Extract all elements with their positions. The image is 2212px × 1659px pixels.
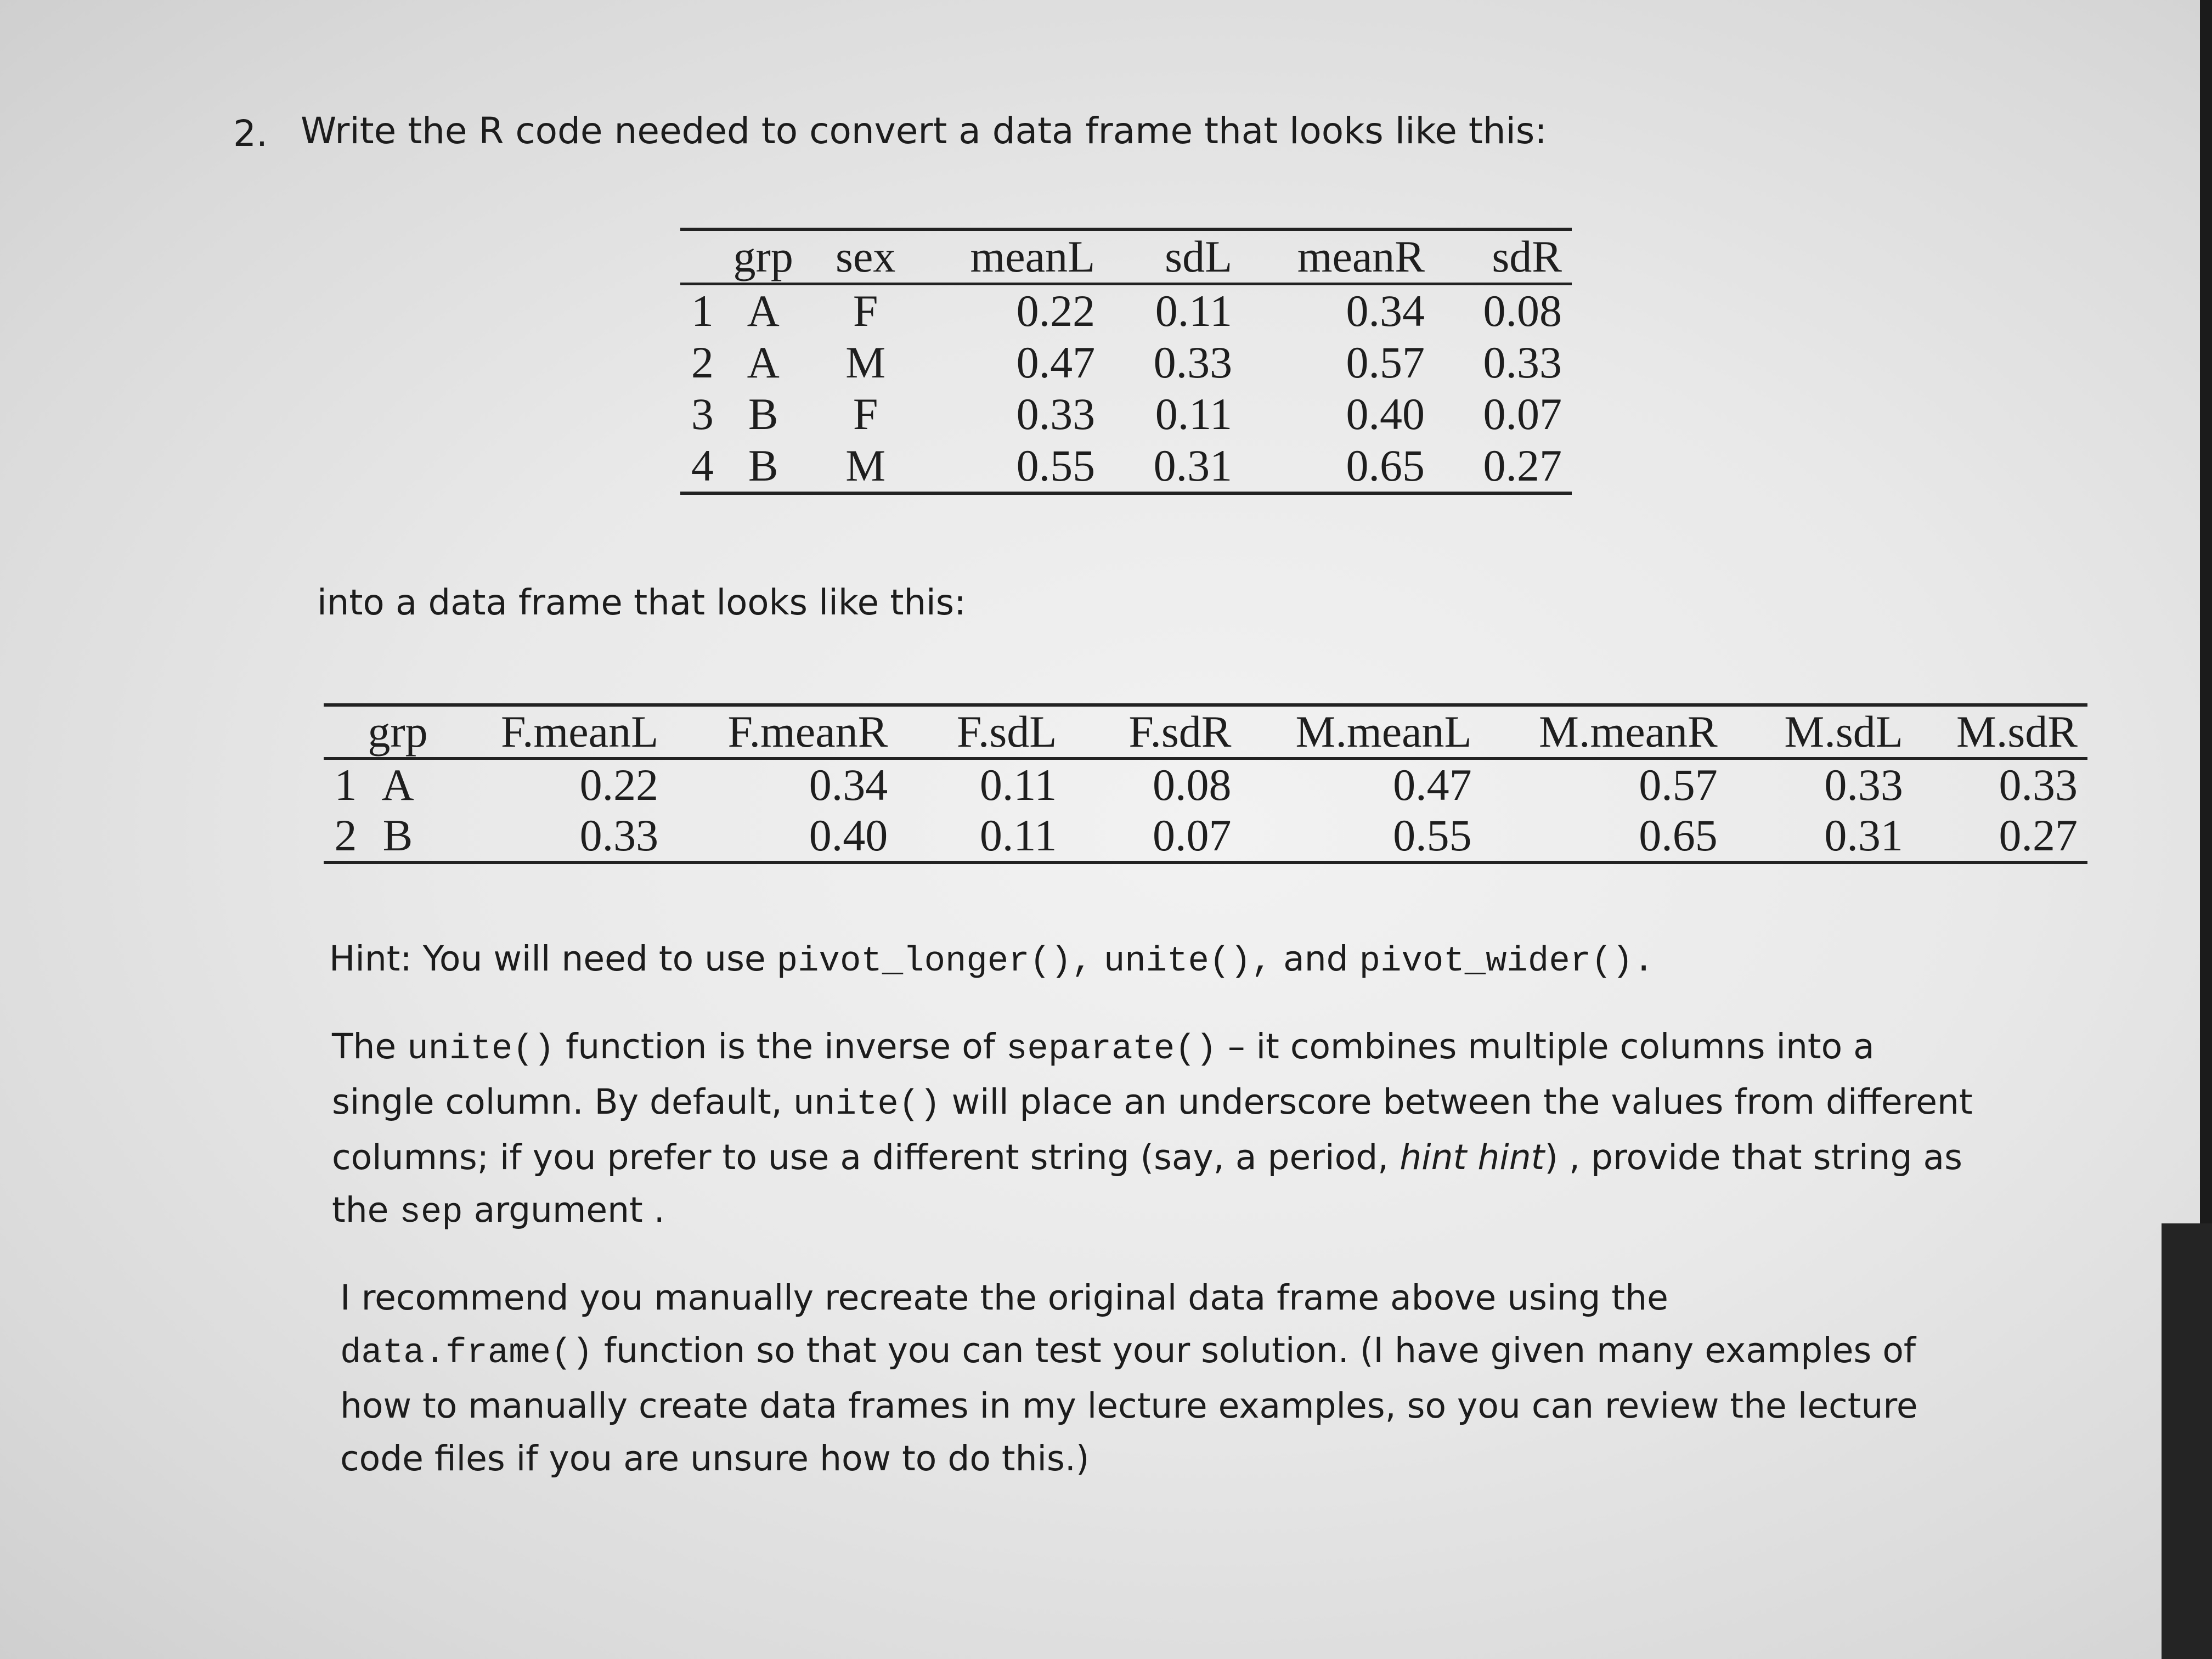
table-header-row bbox=[680, 229, 1572, 284]
table-header-row bbox=[324, 705, 2087, 759]
column-header: M.sdL bbox=[1784, 707, 1903, 757]
column-header: sex bbox=[836, 232, 896, 281]
table-row bbox=[324, 759, 2087, 811]
column-header bbox=[680, 229, 725, 284]
table-cell: 2 bbox=[691, 337, 714, 387]
original-data-frame-table bbox=[680, 228, 1572, 495]
table-row bbox=[680, 388, 1572, 440]
table-cell: 0.47 bbox=[1393, 760, 1472, 810]
table-cell: B bbox=[748, 441, 778, 490]
body-text: ) , provide that string as the bbox=[332, 1137, 1962, 1230]
table-row bbox=[680, 284, 1572, 337]
table-cell: 0.40 bbox=[1346, 389, 1425, 439]
table-cell: 0.31 bbox=[1153, 441, 1233, 490]
table-cell: 0.22 bbox=[1016, 286, 1096, 336]
table-cell: M bbox=[845, 441, 886, 490]
table-cell: 0.08 bbox=[1152, 760, 1232, 810]
column-header: sdL bbox=[1165, 232, 1233, 281]
table-cell: 0.33 bbox=[1824, 760, 1903, 810]
body-text: The bbox=[332, 1026, 408, 1066]
body-text: function so that you can test your solution. (I have given many examples of how to manually create data frames in my lecture examples, so you can review the lecture code files if you are unsure how to do this.) bbox=[340, 1330, 1918, 1479]
column-header: F.meanL bbox=[500, 707, 659, 757]
code-unite: unite() bbox=[793, 1085, 941, 1125]
table-cell: 0.22 bbox=[579, 760, 659, 810]
table-cell: B bbox=[748, 389, 778, 439]
table-row bbox=[680, 337, 1572, 388]
body-text: function is the inverse of bbox=[555, 1026, 1006, 1066]
table-cell: 4 bbox=[691, 441, 714, 490]
table-cell: 0.33 bbox=[1483, 337, 1562, 387]
body-text: – it combines multiple columns into a single column. By default, bbox=[332, 1026, 1875, 1122]
table-cell: A bbox=[747, 337, 780, 387]
code-unite: unite(), bbox=[1103, 942, 1273, 981]
hint-text: Hint: You will need to use bbox=[329, 939, 777, 979]
code-unite: unite() bbox=[407, 1030, 555, 1069]
column-header: M.sdR bbox=[1956, 707, 2078, 757]
table-cell: A bbox=[747, 286, 780, 336]
column-header: F.sdL bbox=[956, 707, 1057, 757]
column-header: sdR bbox=[1492, 232, 1562, 281]
table-cell: 0.31 bbox=[1824, 810, 1903, 860]
table-cell: 2 bbox=[334, 810, 357, 860]
table-cell: 0.65 bbox=[1346, 441, 1425, 490]
table-cell: 0.47 bbox=[1016, 337, 1096, 387]
target-data-frame-table bbox=[324, 703, 2087, 864]
table-cell: 0.33 bbox=[1016, 389, 1096, 439]
table-cell: 0.34 bbox=[809, 760, 888, 810]
column-header: F.sdR bbox=[1128, 707, 1232, 757]
table-cell: M bbox=[845, 337, 886, 387]
recommendation-paragraph bbox=[340, 1272, 1931, 1485]
table-cell: A bbox=[381, 760, 414, 810]
table-cell: 0.57 bbox=[1639, 760, 1718, 810]
table-cell: 0.11 bbox=[979, 760, 1057, 810]
body-text: I recommend you manually recreate the original data frame above using the bbox=[340, 1278, 1668, 1318]
table-cell: 0.55 bbox=[1393, 810, 1472, 860]
hint-text: and bbox=[1272, 939, 1359, 979]
table-cell: 1 bbox=[691, 286, 714, 336]
table-cell: 0.33 bbox=[1999, 760, 2078, 810]
table-row bbox=[324, 810, 2087, 862]
emphasis-text: hint hint bbox=[1400, 1137, 1545, 1177]
body-text: argument . bbox=[462, 1190, 665, 1230]
table-cell: 0.40 bbox=[809, 810, 888, 860]
unite-explanation-paragraph bbox=[332, 1020, 1978, 1239]
table-cell: B bbox=[382, 810, 413, 860]
table-cell: F bbox=[853, 286, 878, 336]
into-text: into a data frame that looks like this: bbox=[317, 583, 966, 623]
body-text: will place an underscore between the values from different columns; if you prefer to use a different string (say, a period, bbox=[332, 1082, 1973, 1177]
column-header: M.meanR bbox=[1539, 707, 1718, 757]
hint-paragraph bbox=[329, 933, 1654, 988]
table-cell: 0.65 bbox=[1639, 810, 1718, 860]
table-cell: 0.34 bbox=[1346, 286, 1425, 336]
table-row bbox=[680, 440, 1572, 493]
question-number: 2. bbox=[233, 112, 268, 155]
column-header: meanL bbox=[970, 232, 1096, 281]
table-cell: 0.57 bbox=[1346, 337, 1425, 387]
table-cell: 0.11 bbox=[1155, 286, 1233, 336]
table-cell: 0.33 bbox=[579, 810, 659, 860]
table-cell: 0.08 bbox=[1483, 286, 1562, 336]
table-cell: F bbox=[853, 389, 878, 439]
table-cell: 1 bbox=[334, 760, 357, 810]
code-pivot-wider: pivot_wider(). bbox=[1359, 942, 1655, 981]
column-header: meanR bbox=[1297, 232, 1425, 281]
code-sep: sep bbox=[399, 1193, 463, 1233]
table-cell: 0.33 bbox=[1153, 337, 1233, 387]
table-cell: 3 bbox=[691, 389, 714, 439]
table-cell: 0.55 bbox=[1016, 441, 1096, 490]
column-header: grp bbox=[368, 707, 428, 757]
column-header: F.meanR bbox=[727, 707, 888, 757]
column-header: grp bbox=[733, 232, 793, 281]
table-cell: 0.11 bbox=[979, 810, 1057, 860]
table-cell: 0.07 bbox=[1483, 389, 1562, 439]
table-cell: 0.27 bbox=[1483, 441, 1562, 490]
table-cell: 0.27 bbox=[1999, 810, 2078, 860]
column-header: M.meanL bbox=[1295, 707, 1472, 757]
code-data-frame: data.frame() bbox=[340, 1334, 593, 1373]
column-header bbox=[324, 705, 368, 759]
question-text: Write the R code needed to convert a data frame that looks like this: bbox=[301, 110, 1547, 152]
table-cell: 0.07 bbox=[1152, 810, 1232, 860]
code-separate: separate() bbox=[1006, 1030, 1217, 1069]
table-cell: 0.11 bbox=[1155, 389, 1233, 439]
screen-edge-bottom bbox=[2162, 1223, 2212, 1659]
code-pivot-longer: pivot_longer(), bbox=[776, 942, 1093, 981]
